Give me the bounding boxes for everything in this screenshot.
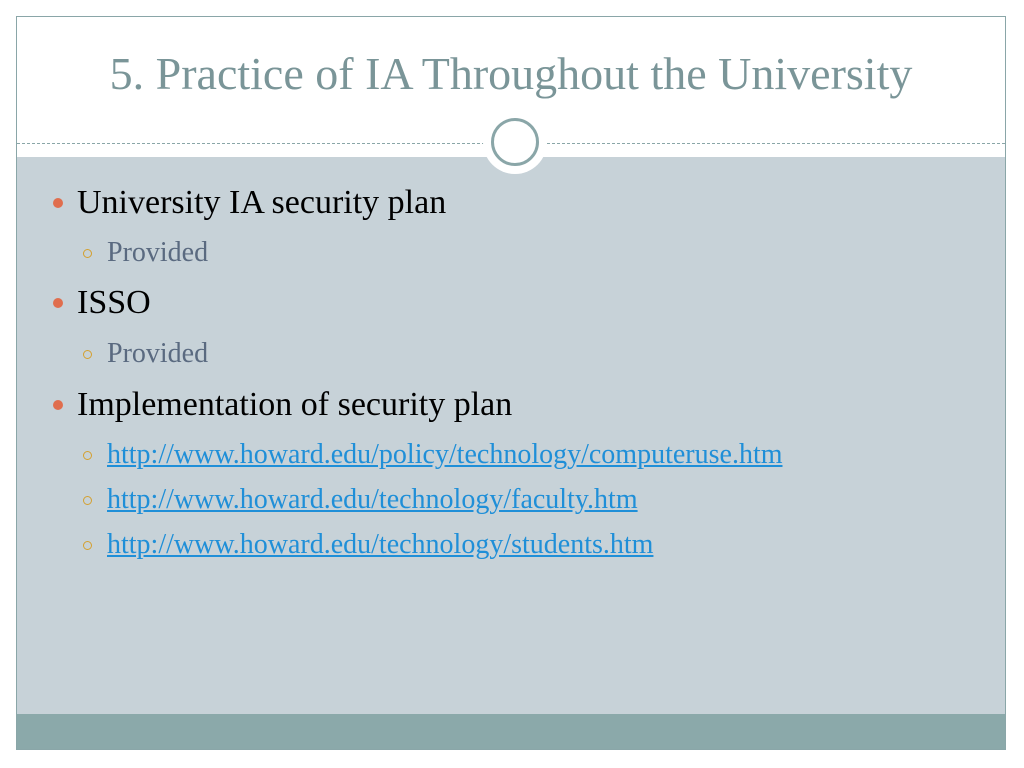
filled-circle-bullet-icon	[53, 198, 63, 208]
slide-title: 5. Practice of IA Throughout the University	[109, 48, 913, 99]
sub-bullet-text: Provided	[107, 237, 209, 268]
ring-ornament-icon	[483, 110, 547, 174]
students-link[interactable]: http://www.howard.edu/technology/students.htm	[107, 529, 654, 560]
ornament-ring	[491, 118, 539, 166]
bullet-text: ISSO	[77, 284, 151, 321]
bullet-text: University IA security plan	[77, 184, 447, 221]
faculty-link[interactable]: http://www.howard.edu/technology/faculty.htm	[107, 484, 638, 515]
ring-bullet-icon	[83, 350, 92, 359]
filled-circle-bullet-icon	[53, 400, 63, 410]
filled-circle-bullet-icon	[53, 298, 63, 308]
bullet-text: Implementation of security plan	[77, 386, 513, 423]
ring-bullet-icon	[83, 496, 92, 505]
footer-band	[17, 714, 1005, 749]
ring-bullet-icon	[83, 541, 92, 550]
slide-frame	[16, 16, 1006, 750]
ring-bullet-icon	[83, 249, 92, 258]
sub-bullet-text: Provided	[107, 338, 209, 369]
policy-link[interactable]: http://www.howard.edu/policy/technology/computeruse.htm	[107, 439, 783, 470]
ring-bullet-icon	[83, 451, 92, 460]
